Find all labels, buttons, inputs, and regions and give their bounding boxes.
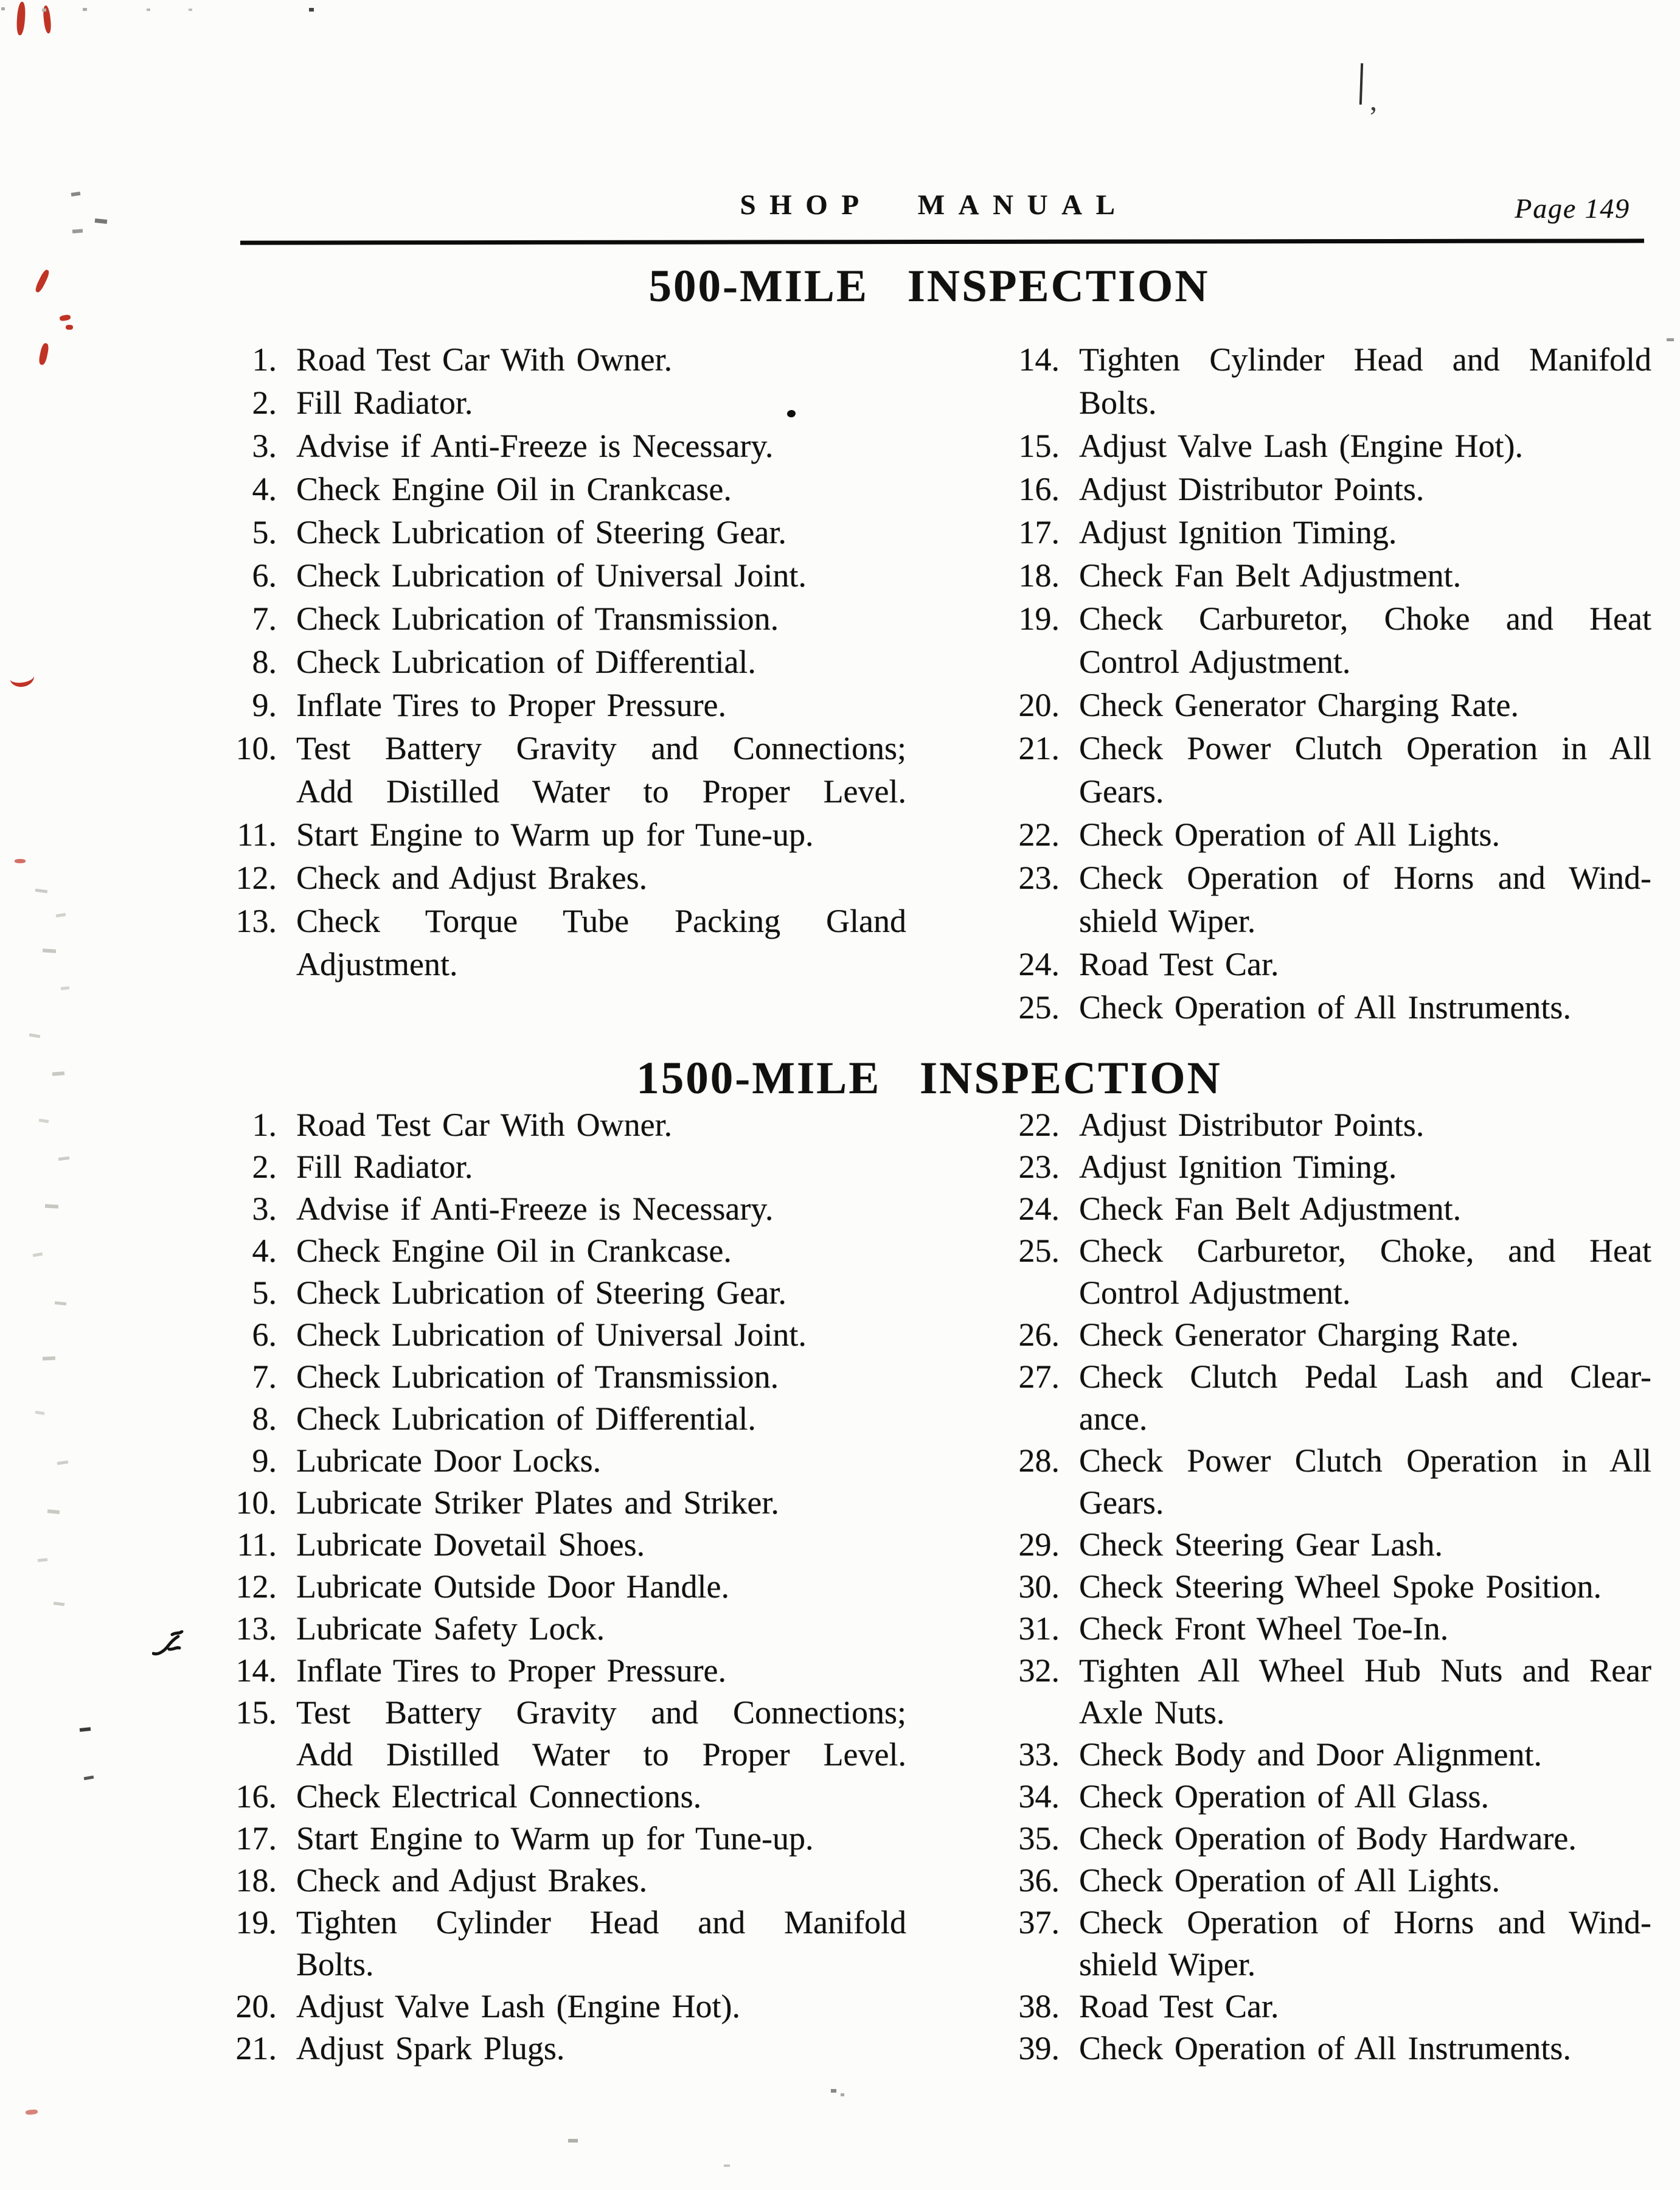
red-pencil-mark xyxy=(38,342,49,366)
item-line: Advise if Anti-Freeze is Necessary. xyxy=(296,1191,774,1227)
item-number: 24. xyxy=(1018,946,1060,982)
item-line: Road Test Car With Owner. xyxy=(296,341,673,378)
item-line: Check Front Wheel Toe-In. xyxy=(1079,1610,1449,1647)
scan-smudge xyxy=(38,1558,47,1562)
checklist-item xyxy=(949,1314,1651,1356)
item-number: 16. xyxy=(235,1778,277,1815)
item-line: Check Lubrication of Universal Joint. xyxy=(296,557,807,594)
item-line: Check Operation of All Instruments. xyxy=(1079,2030,1571,2067)
item-number: 9. xyxy=(252,1442,277,1479)
item-line: Start Engine to Warm up for Tune-up. xyxy=(296,1820,814,1857)
item-line: Check Steering Wheel Spoke Position. xyxy=(1079,1568,1602,1605)
checklist-item xyxy=(949,1608,1651,1650)
checklist-item xyxy=(207,1566,906,1608)
item-number: 18. xyxy=(235,1862,277,1899)
item-line: Check Operation of Horns and Wind- xyxy=(1079,1904,1651,1941)
item-number: 29. xyxy=(1018,1526,1060,1563)
red-pencil-mark xyxy=(34,269,50,294)
item-number: 7. xyxy=(252,600,277,637)
item-number: 30. xyxy=(1018,1568,1060,1605)
checklist-item xyxy=(949,468,1651,511)
scan-smudge xyxy=(52,1071,64,1076)
checklist-item xyxy=(207,338,906,381)
item-number: 28. xyxy=(1018,1442,1060,1479)
item-number: 31. xyxy=(1018,1610,1060,1647)
item-number: 8. xyxy=(252,644,277,680)
checklist-item xyxy=(949,1860,1651,1902)
scan-smudge xyxy=(47,1509,60,1514)
page-header-title: SHOP MANUAL xyxy=(740,189,1129,221)
item-line: Check Power Clutch Operation in All xyxy=(1079,730,1651,766)
checklist-item xyxy=(207,1356,906,1398)
checklist-item xyxy=(949,1440,1651,1524)
checklist-item xyxy=(207,1818,906,1860)
item-line: Fill Radiator. xyxy=(296,1149,473,1185)
scan-speck xyxy=(1,7,5,10)
checklist-item xyxy=(949,1146,1651,1188)
item-number: 22. xyxy=(1018,1107,1060,1143)
item-line: Check Operation of All Lights. xyxy=(1079,1862,1500,1899)
item-line: Test Battery Gravity and Connections; xyxy=(296,730,906,766)
item-line: Road Test Car With Owner. xyxy=(296,1107,673,1143)
checklist-item xyxy=(207,857,906,900)
checklist-item xyxy=(207,813,906,857)
checklist-item xyxy=(949,338,1651,425)
item-number: 15. xyxy=(1018,428,1060,464)
item-line: Advise if Anti-Freeze is Necessary. xyxy=(296,428,774,464)
item-line: Bolts. xyxy=(296,1946,374,1983)
item-number: 6. xyxy=(252,1316,277,1353)
item-line: Lubricate Striker Plates and Striker. xyxy=(296,1484,779,1521)
item-line: Check Operation of Horns and Wind- xyxy=(1079,860,1651,896)
item-number: 10. xyxy=(235,730,277,766)
item-line: Check Lubrication of Differential. xyxy=(296,1400,756,1437)
item-line: Inflate Tires to Proper Pressure. xyxy=(296,687,727,723)
checklist-item xyxy=(207,1482,906,1524)
item-number: 3. xyxy=(252,1191,277,1227)
item-line: Control Adjustment. xyxy=(1079,1274,1351,1311)
checklist-item xyxy=(949,1524,1651,1566)
item-line: Check Engine Oil in Crankcase. xyxy=(296,471,732,507)
item-line: Check Operation of All Glass. xyxy=(1079,1778,1489,1815)
item-number: 24. xyxy=(1018,1191,1060,1227)
scan-smudge xyxy=(61,986,69,990)
item-number: 36. xyxy=(1018,1862,1060,1899)
checklist-item xyxy=(207,1440,906,1482)
item-line: Start Engine to Warm up for Tune-up. xyxy=(296,816,814,853)
scan-speck xyxy=(95,218,108,224)
checklist-item xyxy=(207,1230,906,1272)
scan-smudge xyxy=(29,1033,41,1038)
checklist-item xyxy=(949,727,1651,813)
checklist-item xyxy=(207,727,906,813)
scan-smudge xyxy=(45,1204,58,1208)
checklist-item xyxy=(949,1230,1651,1314)
checklist-item xyxy=(207,1986,906,2028)
checklist-item xyxy=(949,1650,1651,1734)
item-line: Check Lubrication of Transmission. xyxy=(296,600,779,637)
item-number: 12. xyxy=(235,860,277,896)
checklist-item xyxy=(949,857,1651,943)
item-line: Check Generator Charging Rate. xyxy=(1079,1316,1519,1353)
item-number: 27. xyxy=(1018,1358,1060,1395)
scan-speck xyxy=(724,2164,730,2167)
red-tilde-mark xyxy=(9,666,35,688)
checklist-item xyxy=(207,1146,906,1188)
item-line: Check Body and Door Alignment. xyxy=(1079,1736,1543,1773)
item-line: Add Distilled Water to Proper Level. xyxy=(296,773,906,810)
item-line: Check Operation of All Instruments. xyxy=(1079,989,1571,1026)
item-line: Check Carburetor, Choke and Heat xyxy=(1079,600,1651,637)
header-rule xyxy=(240,238,1644,245)
item-number: 39. xyxy=(1018,2030,1060,2067)
scan-speck xyxy=(841,2093,844,2096)
scan-speck xyxy=(71,192,81,196)
item-number: 4. xyxy=(252,1232,277,1269)
pencil-scribble xyxy=(152,1630,184,1657)
item-number: 17. xyxy=(235,1820,277,1857)
checklist-item xyxy=(207,425,906,468)
item-number: 23. xyxy=(1018,860,1060,896)
checklist-item xyxy=(207,1776,906,1818)
item-line: Bolts. xyxy=(1079,384,1157,421)
item-number: 8. xyxy=(252,1400,277,1437)
item-number: 33. xyxy=(1018,1736,1060,1773)
item-number: 9. xyxy=(252,687,277,723)
item-number: 6. xyxy=(252,557,277,594)
item-line: Check Lubrication of Differential. xyxy=(296,644,756,680)
checklist-item xyxy=(949,1776,1651,1818)
item-line: Check Carburetor, Choke, and Heat xyxy=(1079,1232,1651,1269)
checklist-item xyxy=(949,986,1651,1029)
item-number: 15. xyxy=(235,1694,277,1731)
scan-smudge xyxy=(35,1411,45,1415)
checklist-item xyxy=(207,1650,906,1692)
scan-speck xyxy=(1667,338,1674,341)
scan-smudge xyxy=(33,1253,43,1257)
scan-speck xyxy=(84,1776,94,1781)
checklist-item xyxy=(207,1692,906,1776)
checklist-item xyxy=(207,1902,906,1986)
item-number: 4. xyxy=(252,471,277,507)
scan-speck xyxy=(309,8,314,12)
item-number: 34. xyxy=(1018,1778,1060,1815)
section-title-500-mile: 500-MILE INSPECTION xyxy=(648,261,1210,311)
item-line: Check Lubrication of Steering Gear. xyxy=(296,1274,786,1311)
checklist-item xyxy=(207,381,906,425)
checklist-500-left-column xyxy=(207,338,906,986)
red-pencil-mark xyxy=(59,315,71,322)
checklist-item xyxy=(949,554,1651,597)
checklist-500-right-column xyxy=(949,338,1651,1029)
item-line: Road Test Car. xyxy=(1079,1988,1279,2025)
item-line: Adjust Spark Plugs. xyxy=(296,2030,565,2067)
item-line: Check Fan Belt Adjustment. xyxy=(1079,557,1462,594)
item-line: Inflate Tires to Proper Pressure. xyxy=(296,1652,727,1689)
checklist-1500-left-column xyxy=(207,1104,906,2070)
item-number: 19. xyxy=(235,1904,277,1941)
item-line: Check Lubrication of Steering Gear. xyxy=(296,514,786,551)
item-line: Lubricate Door Locks. xyxy=(296,1442,602,1479)
checklist-item xyxy=(949,597,1651,684)
item-line: Check Lubrication of Universal Joint. xyxy=(296,1316,807,1353)
scan-speck xyxy=(831,2089,836,2093)
scan-smudge xyxy=(55,1301,66,1305)
item-number: 12. xyxy=(235,1568,277,1605)
item-line: Check Lubrication of Transmission. xyxy=(296,1358,779,1395)
item-number: 35. xyxy=(1018,1820,1060,1857)
checklist-item xyxy=(207,1608,906,1650)
checklist-item xyxy=(207,597,906,641)
item-number: 13. xyxy=(235,1610,277,1647)
checklist-item xyxy=(949,1734,1651,1776)
item-number: 17. xyxy=(1018,514,1060,551)
item-number: 25. xyxy=(1018,989,1060,1026)
item-number: 5. xyxy=(252,514,277,551)
scan-smudge xyxy=(43,948,56,953)
item-line: Check Generator Charging Rate. xyxy=(1079,687,1519,723)
item-number: 5. xyxy=(252,1274,277,1311)
item-line: Check Torque Tube Packing Gland xyxy=(296,903,906,939)
item-line: Check Engine Oil in Crankcase. xyxy=(296,1232,732,1269)
item-line: Road Test Car. xyxy=(1079,946,1279,982)
checklist-item xyxy=(207,511,906,554)
item-line: Check Steering Gear Lash. xyxy=(1079,1526,1443,1563)
item-line: shield Wiper. xyxy=(1079,1946,1256,1983)
checklist-item xyxy=(949,2028,1651,2070)
item-line: Tighten All Wheel Hub Nuts and Rear xyxy=(1079,1652,1651,1689)
checklist-item xyxy=(207,1860,906,1902)
item-line: Check Clutch Pedal Lash and Clear- xyxy=(1079,1358,1651,1395)
item-number: 11. xyxy=(237,1526,277,1563)
scan-smudge xyxy=(35,889,47,893)
scan-speck xyxy=(189,9,192,11)
item-line: Check and Adjust Brakes. xyxy=(296,1862,648,1899)
item-line: Gears. xyxy=(1079,1484,1164,1521)
item-line: Adjust Valve Lash (Engine Hot). xyxy=(296,1988,740,2025)
checklist-item xyxy=(949,1188,1651,1230)
item-line: Lubricate Outside Door Handle. xyxy=(296,1568,729,1605)
scan-speck xyxy=(80,1727,91,1732)
item-number: 18. xyxy=(1018,557,1060,594)
item-line: Check Electrical Connections. xyxy=(296,1778,702,1815)
item-line: Adjustment. xyxy=(296,946,458,982)
checklist-item xyxy=(207,468,906,511)
item-line: Axle Nuts. xyxy=(1079,1694,1225,1731)
item-number: 1. xyxy=(252,341,277,378)
item-line: Control Adjustment. xyxy=(1079,644,1351,680)
item-line: Fill Radiator. xyxy=(296,384,473,421)
item-number: 37. xyxy=(1018,1904,1060,1941)
item-line: ance. xyxy=(1079,1400,1148,1437)
item-number: 32. xyxy=(1018,1652,1060,1689)
item-line: Adjust Distributor Points. xyxy=(1079,1107,1425,1143)
item-line: Tighten Cylinder Head and Manifold xyxy=(1079,341,1651,378)
checklist-item xyxy=(949,511,1651,554)
item-number: 10. xyxy=(235,1484,277,1521)
item-line: Adjust Ignition Timing. xyxy=(1079,1149,1397,1185)
checklist-item xyxy=(207,684,906,727)
checklist-item xyxy=(949,813,1651,857)
stray-vertical-bar xyxy=(1359,63,1363,105)
item-number: 13. xyxy=(235,903,277,939)
page-number: Page 149 xyxy=(1515,193,1630,224)
checklist-item xyxy=(949,684,1651,727)
stray-comma-mark: , xyxy=(1370,85,1377,117)
checklist-item xyxy=(949,943,1651,986)
checklist-item xyxy=(949,1356,1651,1440)
item-number: 14. xyxy=(1018,341,1060,378)
item-number: 11. xyxy=(237,816,277,853)
checklist-item xyxy=(207,900,906,986)
scan-speck xyxy=(83,8,87,11)
checklist-item xyxy=(207,1398,906,1440)
item-number: 2. xyxy=(252,1149,277,1185)
checklist-item xyxy=(207,1104,906,1146)
item-number: 21. xyxy=(1018,730,1060,766)
item-number: 14. xyxy=(235,1652,277,1689)
scan-speck xyxy=(72,229,83,233)
scan-speck xyxy=(568,2139,578,2143)
item-line: Tighten Cylinder Head and Manifold xyxy=(296,1904,906,1941)
item-line: Adjust Ignition Timing. xyxy=(1079,514,1397,551)
red-pencil-mark xyxy=(66,325,73,330)
red-pencil-mark xyxy=(16,2,26,36)
item-number: 25. xyxy=(1018,1232,1060,1269)
item-number: 19. xyxy=(1018,600,1060,637)
checklist-item xyxy=(207,1524,906,1566)
item-line: Test Battery Gravity and Connections; xyxy=(296,1694,906,1731)
item-number: 7. xyxy=(252,1358,277,1395)
item-number: 1. xyxy=(252,1107,277,1143)
section-title-1500-mile: 1500-MILE INSPECTION xyxy=(636,1053,1222,1104)
pencil-scribble-glyph xyxy=(152,1630,184,1657)
item-number: 26. xyxy=(1018,1316,1060,1353)
item-line: Adjust Valve Lash (Engine Hot). xyxy=(1079,428,1523,464)
checklist-item xyxy=(949,1818,1651,1860)
scan-smudge xyxy=(58,1156,69,1161)
item-number: 16. xyxy=(1018,471,1060,507)
checklist-item xyxy=(949,1566,1651,1608)
scan-speck xyxy=(147,9,150,11)
item-line: Add Distilled Water to Proper Level. xyxy=(296,1736,906,1773)
item-number: 21. xyxy=(235,2030,277,2067)
checklist-item xyxy=(949,1104,1651,1146)
checklist-1500-right-column xyxy=(949,1104,1651,2070)
checklist-item xyxy=(949,425,1651,468)
item-number: 22. xyxy=(1018,816,1060,853)
scan-smudge xyxy=(56,913,66,917)
item-line: Check Power Clutch Operation in All xyxy=(1079,1442,1651,1479)
item-number: 2. xyxy=(252,384,277,421)
item-number: 3. xyxy=(252,428,277,464)
checklist-item xyxy=(949,1986,1651,2028)
checklist-item xyxy=(949,1902,1651,1986)
scan-smudge xyxy=(57,1461,69,1465)
checklist-item xyxy=(207,1314,906,1356)
checklist-item xyxy=(207,641,906,684)
checklist-item xyxy=(207,1272,906,1314)
scan-speck xyxy=(42,9,46,12)
scan-smudge xyxy=(39,1119,49,1123)
checklist-item xyxy=(207,2028,906,2070)
item-line: Check and Adjust Brakes. xyxy=(296,860,648,896)
red-pencil-mark xyxy=(26,2109,38,2115)
item-line: Check Operation of Body Hardware. xyxy=(1079,1820,1577,1857)
item-line: Gears. xyxy=(1079,773,1164,810)
item-number: 20. xyxy=(235,1988,277,2025)
item-number: 20. xyxy=(1018,687,1060,723)
red-pencil-mark xyxy=(15,859,26,863)
item-line: Lubricate Dovetail Shoes. xyxy=(296,1526,645,1563)
item-line: Adjust Distributor Points. xyxy=(1079,471,1425,507)
item-line: Lubricate Safety Lock. xyxy=(296,1610,605,1647)
item-number: 38. xyxy=(1018,1988,1060,2025)
item-line: Check Operation of All Lights. xyxy=(1079,816,1500,853)
checklist-item xyxy=(207,554,906,597)
scan-smudge xyxy=(54,1602,64,1606)
item-line: shield Wiper. xyxy=(1079,903,1256,939)
scan-smudge xyxy=(43,1356,55,1360)
item-number: 23. xyxy=(1018,1149,1060,1185)
item-line: Check Fan Belt Adjustment. xyxy=(1079,1191,1462,1227)
checklist-item xyxy=(207,1188,906,1230)
